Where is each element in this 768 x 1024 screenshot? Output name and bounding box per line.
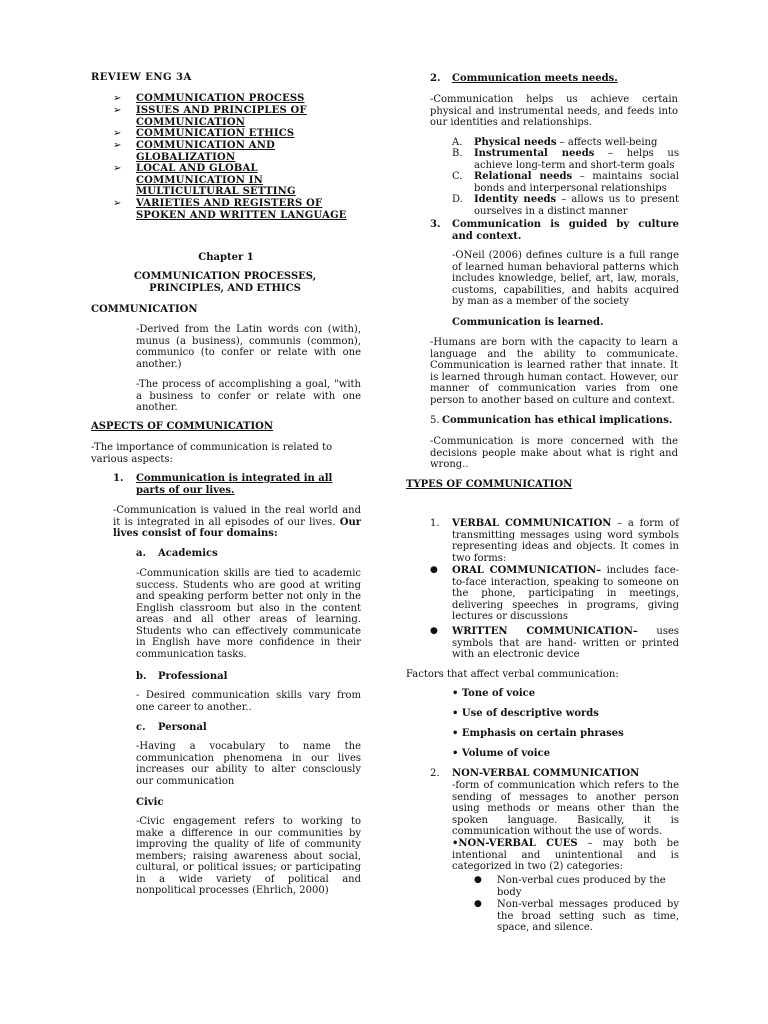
factor-item: • Use of descriptive words [452,708,599,719]
subitem-heading: Personal [158,722,207,733]
arrow-bullet-icon: ➢ [113,105,122,116]
arrow-bullet-icon: ➢ [113,198,122,209]
document-title: REVIEW ENG 3A [91,72,192,83]
paragraph-bold: Our lives consist of four domains: [113,516,361,539]
toc-item: ISSUES AND PRINCIPLES OF COMMUNICATION [136,105,307,128]
need-item [474,171,679,194]
list-number: 2. [430,768,440,779]
need-term: Instrumental needs [474,148,595,159]
chapter-label: Chapter 1 [198,252,254,263]
list-letter: a. [136,548,146,559]
arrow-bullet-icon: ➢ [113,93,122,104]
list-number: 1. [430,518,440,529]
paragraph-text: -Communication is valued in the real world and it is integrated in all episodes of our lives. [113,505,361,528]
paragraph: -The importance of communication is related to various aspects: [91,442,333,465]
arrow-bullet-icon: ➢ [113,140,122,151]
item-heading: Communication has ethical implications. [442,415,673,426]
arrow-bullet-icon: ➢ [113,163,122,174]
item-heading: Communication meets needs. [452,73,618,84]
list-letter: B. [452,148,463,159]
need-term: Identity needs [474,194,557,205]
term: VERBAL COMMUNICATION [452,518,612,529]
item-heading: Communication is integrated in all parts of our lives. [136,473,333,496]
term-text: includes face-to-face interaction, speaking to someone on the phone, participating in meetings, delivering speeches in programs, giving lectures or discussions [452,565,679,622]
arrow-bullet-icon: ➢ [113,128,122,139]
list-letter: C. [452,171,463,182]
need-text: – allows us to present ourselves in a distinct manner [474,194,680,217]
list-letter: c. [136,722,146,733]
chapter-title: COMMUNICATION PROCESSES, PRINCIPLES, AND ETHICS [133,271,317,294]
item-heading: NON-VERBAL COMMUNICATION [452,768,640,779]
section-heading: COMMUNICATION [91,304,198,315]
toc-item: VARIETIES AND REGISTERS OF SPOKEN AND WRITTEN LANGUAGE [136,198,347,221]
list-number: 5. [430,415,440,426]
term: WRITTEN COMMUNICATION– [452,626,638,637]
term-text: – a form of transmitting messages using word symbols representing ideas and objects. It comes in two forms: [452,518,679,564]
item-heading: Communication is guided by culture and context. [452,219,679,242]
need-term: Relational needs [474,171,573,182]
paragraph: -Civic engagement refers to working to make a difference in our communities by improving the quality of life of community members; raising awareness about social, cultural, or political issues; or participating in a wide variety of political and nonpolitical processes (Ehrlich, 2000) [136,816,361,896]
toc-item: COMMUNICATION PROCESS [136,93,305,104]
need-text: – maintains social bonds and interpersonal relationships [474,171,680,194]
toc-item: LOCAL AND GLOBAL COMMUNICATION IN MULTICULTURAL SETTING [136,163,296,197]
toc-item: COMMUNICATION AND GLOBALIZATION [136,140,275,163]
paragraph: -form of communication which refers to the sending of messages to another person using methods or means other than the spoken language. Basically, it is communication without the use of words. [452,780,679,837]
subitem-heading: Professional [158,671,228,682]
definition-paragraph: -The process of accomplishing a goal, "with a business to confer or relate with one another. [136,379,361,413]
paragraph: -Having a vocabulary to name the communication phenomena in our lives increases our ability to alter consciously our communication [136,741,361,787]
subitem-heading: Academics [158,548,218,559]
list-letter: A. [452,137,463,148]
section-heading: TYPES OF COMMUNICATION [406,479,573,490]
written-item [452,626,679,661]
term: •NON-VERBAL CUES [452,838,578,849]
paragraph: - Desired communication skills vary from one career to another.. [136,690,361,713]
paragraph [113,505,361,540]
item-heading: Communication is learned. [452,317,604,328]
need-item [474,148,679,171]
paragraph: -Communication skills are tied to academic success. Students who are good at writing and speaking perform better not only in the English classroom but also in the content areas and all other areas of learning. Students who can effectively communicate in English have more confidence in their communication tasks. [136,568,361,660]
term: ORAL COMMUNICATION– [452,565,602,576]
paragraph: -Communication helps us achieve certain physical and instrumental needs, and feeds into our identities and relationships. [430,94,678,128]
need-text: – helps us achieve long-term and short-term goals [474,148,680,171]
factor-item: • Volume of voice [452,748,551,759]
list-letter: D. [452,194,463,205]
bullet-icon: ● [430,565,438,575]
bullet-icon: ● [474,875,482,885]
list-number: 1. [113,473,124,484]
paragraph: Factors that affect verbal communication: [406,669,619,680]
paragraph: -Humans are born with the capacity to learn a language and the ability to communicate. Communication is learned rather that innate. It is learned through human contact. However, our manner of communication varies from one person to another based on culture and context. [430,337,678,406]
need-term: Physical needs [474,137,557,148]
toc-item: COMMUNICATION ETHICS [136,128,295,139]
list-letter: b. [136,671,147,682]
verbal-item [452,518,679,564]
section-heading: ASPECTS OF COMMUNICATION [91,421,274,432]
list-number: 2. [430,73,441,84]
definition-paragraph: -Derived from the Latin words con (with), munus (a business), communis (common), communico (to confer or relate with one another.) [136,324,361,370]
bullet-icon: ● [430,626,438,636]
list-number: 3. [430,219,441,230]
term-text: uses symbols that are hand- written or printed with an electronic device [452,626,679,660]
oral-item [452,565,679,623]
need-text: – affects well-being [556,137,658,148]
cues-item [452,838,679,873]
bullet-icon: ● [474,899,482,909]
paragraph: -Communication is more concerned with the decisions people make about what is right and wrong.. [430,436,678,470]
need-item [474,194,679,217]
paragraph: -ONeil (2006) defines culture is a full range of learned human behavioral patterns which includes knowledge, belief, art, law, morals, customs, capabilities, and habits acquired by man as a member of the society [452,250,679,307]
cue-item: Non-verbal messages produced by the broad setting such as time, space, and silence. [497,899,679,933]
need-item [474,137,679,149]
factor-item: • Tone of voice [452,688,536,699]
subitem-heading: Civic [136,797,164,808]
factor-item: • Emphasis on certain phrases [452,728,624,739]
term-text: – may both be intentional and unintentional and is categorized in two (2) categories: [452,838,679,872]
cue-item: Non-verbal cues produced by the body [497,875,666,898]
